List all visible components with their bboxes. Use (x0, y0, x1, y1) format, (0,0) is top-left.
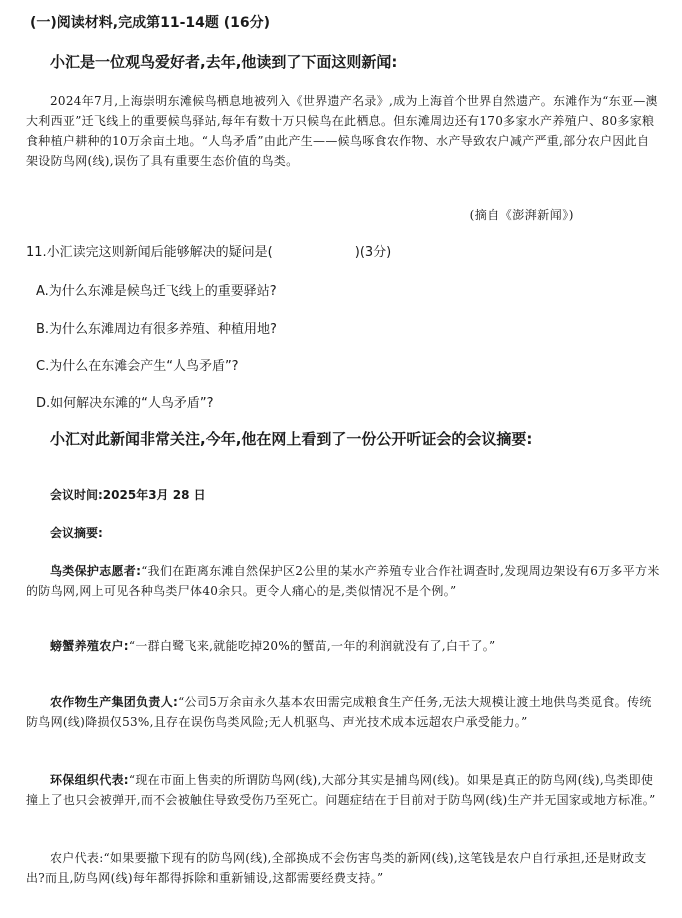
option-c: C.为什么在东滩会产生“人鸟矛盾”? (36, 359, 239, 374)
question-prefix: 11.小汇读完这则新闻后能够解决的疑问是( (26, 245, 273, 260)
speaker-env-org: 环保组织代表: (50, 773, 129, 787)
meeting-summary-label: 会议摘要: (50, 526, 103, 540)
option-d: D.如何解决东滩的“人鸟矛盾”? (36, 396, 214, 411)
option-b: B.为什么东滩周边有很多养殖、种植用地? (36, 322, 277, 337)
news-source: (摘自《澎湃新闻》) (469, 208, 574, 222)
question-11 (26, 241, 391, 260)
statement-agri-group (26, 692, 660, 732)
news-text: 2024年7月,上海崇明东滩候鸟栖息地被列入《世界遗产名录》,成为上海首个世界自然遗产。东滩作为“东亚—澳大利西亚”迁飞线上的重要候鸟驿站,每年有数十万只候鸟在此栖息。但东滩周边还有170多家水产养殖户、80多家粮食种植户耕种的10万余亩土地。“人鸟矛盾”由此产生——候鸟啄食农作物、水产导致农户减产严重,部分农户因此自架设防鸟网(线),误伤了具有重要生态价值的鸟类。 (26, 94, 658, 168)
statement-text: “如果要撤下现有的防鸟网(线),全部换成不会伤害鸟类的新网(线),这笔钱是农户自行承担,还是财政支出?而且,防鸟网(线)每年都得拆除和重新铺设,这都需要经费支持。” (26, 851, 647, 885)
statement-text: “公司5万余亩永久基本农田需完成粮食生产任务,无法大规模让渡土地供鸟类觅食。传统防鸟网(线)降损仅53%,且存在误伤鸟类风险;无人机驱鸟、声光技术成本远超农户承受能力。” (26, 695, 652, 729)
speaker-crab-farmer: 螃蟹养殖农户: (50, 639, 129, 653)
statement-env-org (26, 770, 660, 810)
statement-text: “一群白鹭飞来,就能吃掉20%的蟹苗,一年的利润就没有了,白干了。” (128, 639, 496, 653)
section-heading: (一)阅读材料,完成第11-14题 (16分) (30, 15, 271, 31)
statement-text: “我们在距离东滩自然保护区2公里的某水产养殖专业合作社调查时,发现周边架设有6万多平方米的防鸟网,网上可见各种鸟类尸体40余只。更令人痛心的是,类似情况不是个例。” (26, 564, 660, 598)
option-a: A.为什么东滩是候鸟迁飞线上的重要驿站? (36, 284, 277, 299)
statement-farmer-rep (26, 848, 660, 888)
statement-text: “现在市面上售卖的所谓防鸟网(线),大部分其实是捕鸟网(线)。如果是真正的防鸟网(线),鸟类即使撞上了也只会被弹开,而不会被触住导致受伤乃至死亡。问题症结在于目前对于防鸟网(线)生产并无国家或地方标准。” (26, 773, 656, 807)
intro-text: 小汇是一位观鸟爱好者,去年,他读到了下面这则新闻: (50, 53, 398, 71)
intro2-text: 小汇对此新闻非常关注,今年,他在网上看到了一份公开听证会的会议摘要: (50, 430, 533, 448)
statement-volunteer (26, 561, 660, 601)
meeting-time: 会议时间:2025年3月 28 日 (50, 488, 206, 502)
statement-crab-farmer (26, 636, 660, 656)
speaker-volunteer: 鸟类保护志愿者: (50, 564, 142, 578)
speaker-agri-group: 农作物生产集团负责人: (50, 695, 179, 709)
news-paragraph (26, 91, 660, 171)
speaker-farmer-rep: 农户代表: (50, 851, 104, 865)
question-suffix: )(3分) (354, 245, 392, 260)
